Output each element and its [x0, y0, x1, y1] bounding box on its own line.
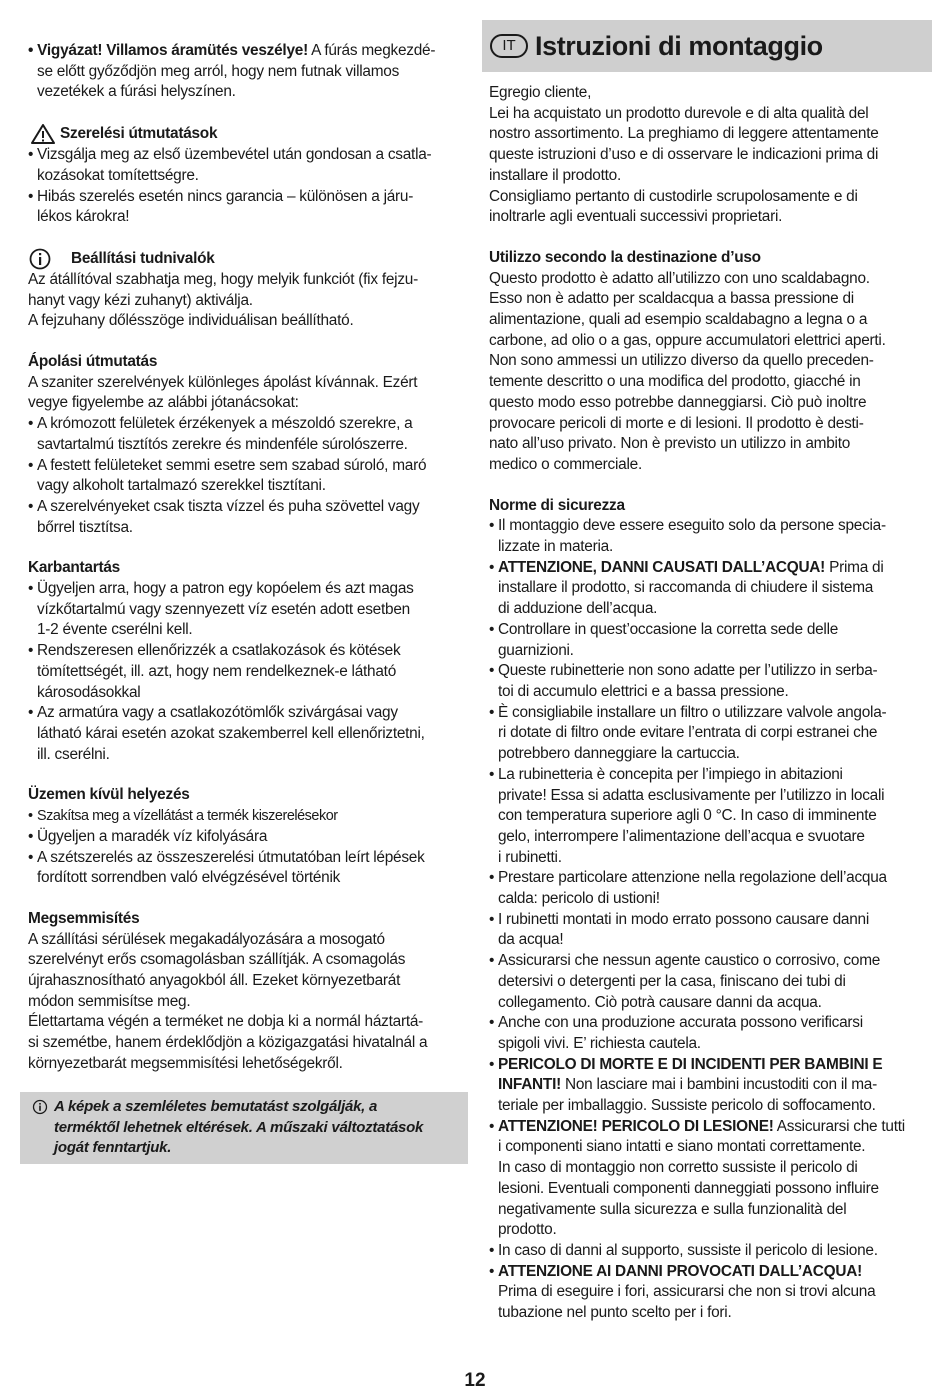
note-box: A képek a szemléletes bemutatást szolgálják, a terméktől lehetnek eltérések. A műszaki változtatások jogát fenntartjuk.	[20, 1092, 468, 1164]
list-item: • Hibás szerelés esetén nincs garancia – különösen a járu- lékos károkra!	[28, 187, 414, 226]
care-heading: Ápolási útmutatás	[28, 353, 158, 371]
note-text: A képek a szemléletes bemutatást szolgálják, a	[54, 1098, 378, 1115]
list-item: • A festett felületeket semmi esetre sem szabad súroló, maró vagy alkoholt tartalmazó szerekkel tisztítani.	[28, 456, 427, 495]
list-item: • Anche con una produzione accurata possono verificarsi spigoli vivi. E’ richiesta cautela.	[489, 1014, 863, 1052]
disposal-heading: Megsemmisítés	[28, 909, 140, 927]
list-item: • Ügyeljen a maradék víz kifolyására	[28, 827, 268, 845]
electric-warning: • Vigyázat! Villamos áramütés veszélye! A fúrás megkezdé-	[28, 42, 436, 59]
list-item: • Vizsgálja meg az első üzembevétel után gondosan a csatla- kozásokat tomítettségre.	[28, 146, 432, 184]
page-number: 12	[464, 1370, 486, 1391]
list-item: • Il montaggio deve essere eseguito solo da persone specia- lizzate in materia.	[489, 517, 886, 556]
mounting-heading: Szerelési útmutatások	[30, 123, 468, 145]
list-item: • PERICOLO DI MORTE E DI INCIDENTI PER BAMBINI E INFANTI! Non lasciare mai i bambini incustoditi con il ma- teriale per imballaggio. Sussiste pericolo di soffocamento.	[489, 1055, 883, 1115]
warning-triangle-icon	[30, 123, 56, 145]
list-item: • Az armatúra vagy a csatlakozótömlők szivárgásai vagy látható kárai esetén azokat szakemberrel kell ellenőriztetni, ill. cserélni.	[28, 704, 425, 763]
list-item: • Queste rubinetterie non sono adatte per l’utilizzo in serba- toi di accumulo elettrici e a bassa pressione.	[489, 662, 878, 700]
info-icon	[32, 1099, 48, 1115]
list-item: • Prestare particolare attenzione nella regolazione dell’acqua calda: pericolo di ustioni!	[489, 869, 887, 908]
info-icon	[28, 248, 54, 270]
page-title: Istruzioni di montaggio	[535, 30, 823, 61]
list-item: • ATTENZIONE! PERICOLO DI LESIONE! Assicurarsi che tutti i componenti siano intatti e siano montati correttamente. In caso di montaggio non corretto sussiste il pericolo di lesioni. Eventuali componenti danneggiati possono influire negativamente sulla sicurezza e sulla funzionalità del prodotto.	[489, 1117, 905, 1239]
list-item: • Ügyeljen arra, hogy a patron egy kopóelem és azt magas vízkőtartalmú vagy szennyezett víz esetén adott esetben 1-2 évente cserélni kell.	[28, 580, 414, 639]
list-item: • ATTENZIONE AI DANNI PROVOCATI DALL’ACQUA! Prima di eseguire i fori, assicurarsi che non si trovi alcuna tubazione nel punto scelto per i fori.	[489, 1262, 876, 1322]
list-item: • Rendszeresen ellenőrizzék a csatlakozások és kötések tömítettségét, ill. azt, hogy nem rendelkeznek-e látható károsodásokkal	[28, 642, 401, 701]
list-item: • A krómozott felületek érzékenyek a mészoldó szerekre, a savtartalmú tisztítós zerekre és mindenféle súrolószerre.	[28, 415, 413, 453]
decommission-heading: Üzemen kívül helyezés	[28, 786, 190, 804]
language-badge: IT	[490, 34, 528, 58]
list-item: • Controllare in quest’occasione la corretta sede delle guarnizioni.	[489, 620, 839, 659]
settings-heading: Beállítási tudnivalók	[28, 248, 468, 270]
list-item: • Szakítsa meg a vízellátást a termék kiszerelésekor	[28, 808, 338, 825]
list-item: • ATTENZIONE, DANNI CAUSATI DALL’ACQUA! Prima di installare il prodotto, si raccomanda di chiudere il sistema di adduzione dell’acqua.	[489, 558, 884, 618]
safety-heading: Norme di sicurezza	[489, 496, 625, 514]
list-item: • La rubinetteria è concepita per l’impiego in abitazioni private! Essa si adatta esclusivamente per l’utilizzo in locali con temperatura superiore agli 0 °C. In caso di imminente gelo, interrompere l’alimentazione dell’acqua e svuotare i rubinetti.	[489, 765, 885, 866]
safety-list	[489, 516, 932, 1323]
list-item: • Assicurarsi che nessun agente caustico o corrosivo, come detersivi o detergenti per la casa, finiscano dei tubi di collegamento. Ciò potrà causare danni da acqua.	[489, 952, 881, 1011]
title-bar	[482, 20, 932, 72]
maintenance-heading: Karbantartás	[28, 559, 120, 577]
right-column: IT Istruzioni di montaggio Egregio cliente, Lei ha acquistato un prodotto durevole e di alta qualità del nostro assortimento. La preghiamo di leggere attentamente queste istruzioni d’uso e di osservare le indicazioni prima di installare il prodotto. Consigliamo pertanto di custodirle scrupolosamente e di inoltrarle agli eventuali successivi proprietari. Utilizzo secondo la destinazione d’uso Questo prodotto è adatto all’utilizzo con uno scaldabagno. Esso non è adatto per scaldacqua a bassa pressione di alimentazione, quali ad esempio scaldabagno a legna o a carbone, ad olio o a gas, oppure accumulatori elettrici aperti. Non sono ammessi un utilizzo diverso da quello preceden- temente descritto o una modifica del prodotto, giacché in questo modo esso potrebbe danneggiarsi. Ciò può inoltre provocare pericoli di morte e di lesioni. Il prodotto è desti- nato all’uso privato. Non è previsto un utilizzo in ambito medico o commerciale. Norme di sicurezza • Il montaggio deve essere eseguito solo da persone specia- lizzate in materia. • ATTENZIONE, DANNI CAUSATI DALL’ACQUA! Prima di installare il prodotto, si raccomanda di chiudere il sistema di adduzione dell’acqua. • Controllare in quest’occasione la corretta sede delle guarnizioni. • Queste rubinetterie non sono adatte per l’utilizzo in serba- toi di accumulo elettrici e a bassa pressione. • È consigliabile installare un filtro o utilizzare valvole angola- ri dotate di filtro onde evitare l’entrata di corpi estranei che potrebbero danneggiare la cartuccia. • La rubinetteria è concepita per l’impiego in abitazioni private! Essa si adatta esclusivamente per l’utilizzo in locali con temperatura superiore agli 0 °C. In caso di imminente gelo, interrompere l’alimentazione dell’acqua e svuotare i rubinetti. • Prestare particolare attenzione nella regolazione dell’acqua calda: pericolo di ustioni! • I rubinetti montati in modo errato possono causare danni da acqua! • Assicurarsi che nessun agente caustico o corrosivo, come detersivi o detergenti per la casa, finiscano dei tubi di collegamento. Ciò potrà causare danni da acqua. • Anche con una produzione accurata possono verificarsi spigoli vivi. E’ richiesta cautela. • PERICOLO DI MORTE E DI INCIDENTI PER BAMBINI E INFANTI! Non lasciare mai i bambini incustoditi con il ma- teriale per imballaggio. Sussiste pericolo di soffocamento. • ATTENZIONE! PERICOLO DI LESIONE! Assicurarsi che tutti i componenti siano intatti e siano montati correttamente. In caso di montaggio non corretto sussiste il pericolo di lesioni. Eventuali componenti danneggiati possono influire negativamente sulla sicurezza e sulla funzionalità del prodotto. • In caso di danni al supporto, sussiste il pericolo di lesione. • ATTENZIONE AI DANNI PROVOCATI DALL’ACQUA! Prima di eseguire i fori, assicurarsi che non si trovi alcuna tubazione nel punto scelto per i fori.	[482, 20, 932, 1324]
intended-use-heading: Utilizzo secondo la destinazione d’uso	[489, 248, 761, 266]
list-item: • In caso di danni al supporto, sussiste il pericolo di lesione.	[489, 1241, 878, 1259]
left-column: • Vigyázat! Villamos áramütés veszélye! A fúrás megkezdé- se előtt győződjön meg arról, hogy nem futnak villamos vezetékek a fúrási helyszínen. Szerelési útmutatások • Vizsgálja meg az első üzembevétel után gondosan a csatla- kozásokat tomítettségre. • Hibás szerelés esetén nincs garancia – különösen a járu- lékos károkra! Beállítási tudnivalók Az átállítóval szabhatja meg, hogy melyik funkciót (fix fejzu- hanyt vagy kézi zuhanyt) aktiválja. A fejzuhany dőlésszöge individuálisan beállítható. Ápolási útmutatás A szaniter szerelvények különleges ápolást kívánnak. Ezért vegye figyelembe az alábbi jótanácsokat: • A krómozott felületek érzékenyek a mészoldó szerekre, a savtartalmú tisztítós zerekre és mindenféle súrolószerre. • A festett felületeket semmi esetre sem szabad súroló, maró vagy alkoholt tartalmazó szerekkel tisztítani. • A szerelvényeket csak tiszta vízzel és puha szövettel vagy bőrrel tisztítsa. Karbantartás • Ügyeljen arra, hogy a patron egy kopóelem és azt magas vízkőtartalmú vagy szennyezett víz esetén adott esetben 1-2 évente cserélni kell. • Rendszeresen ellenőrizzék a csatlakozások és kötések tömítettségét, ill. azt, hogy nem rendelkeznek-e látható károsodásokkal • Az armatúra vagy a csatlakozótömlők szivárgásai vagy látható kárai esetén azokat szakemberrel kell ellenőriztetni, ill. cserélni. Üzemen kívül helyezés • Szakítsa meg a vízellátást a termék kiszerelésekor • Ügyeljen a maradék víz kifolyására • A szétszerelés az összeszerelési útmutatóban leírt lépések fordított sorrendben való elvégzésével történik Megsemmisítés A szállítási sérülések megakadályozására a mosogató szerelvényt erős csomagolásban szállítják. A csomagolás újrahasznosítható anyagokból áll. Ezeket környezetbarát módon semmisítse meg. Élettartama végén a terméket ne dobja ki a normál háztartá- si szemétbe, hanem érdeklődjön a közigazgatási hivatalnál a környezetbarát megsemmisítési lehetőségekről.	[28, 0, 468, 1075]
list-item: • A szerelvényeket csak tiszta vízzel és puha szövettel vagy bőrrel tisztítsa.	[28, 497, 420, 536]
list-item: • È consigliabile installare un filtro o utilizzare valvole angola- ri dotate di filtro onde evitare l’entrata di corpi estranei che potrebbero danneggiare la cartuccia.	[489, 703, 887, 763]
list-item: • I rubinetti montati in modo errato possono causare danni da acqua!	[489, 910, 869, 949]
list-item: • A szétszerelés az összeszerelési útmutatóban leírt lépések fordított sorrendben való elvégzésével történik	[28, 848, 425, 887]
